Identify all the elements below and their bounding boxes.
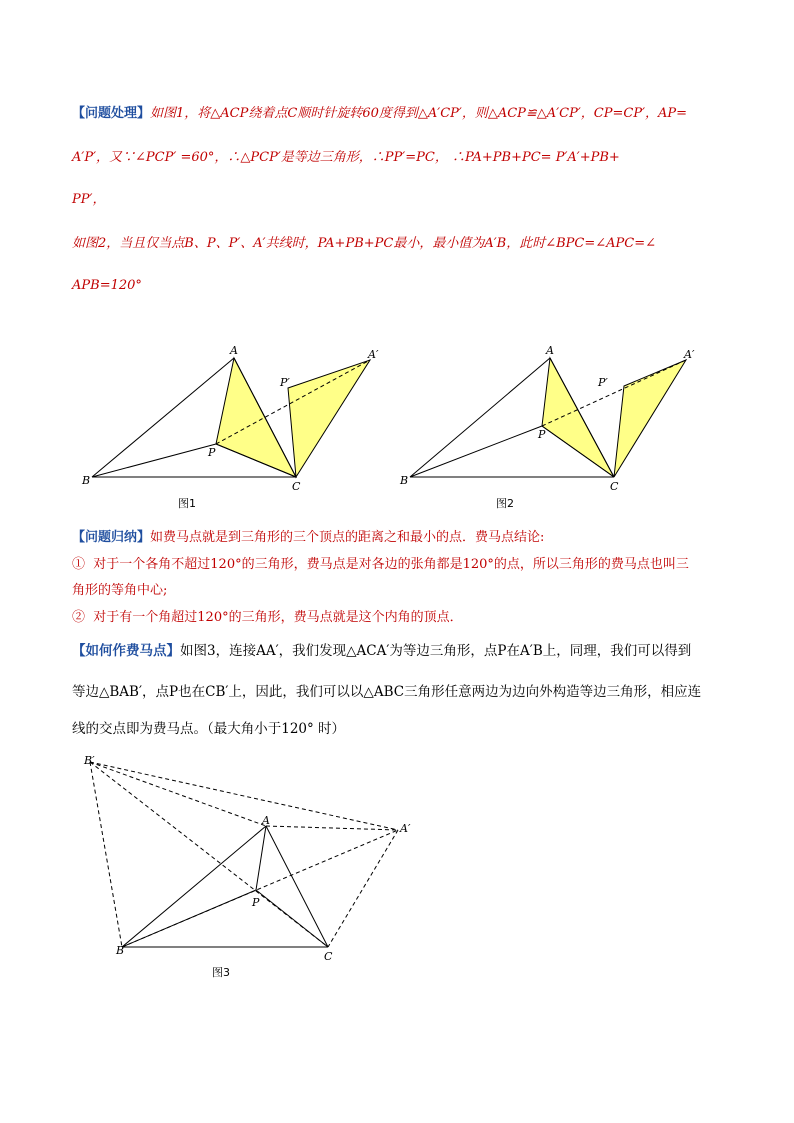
- item-2-text: 对于有一个角超过120°的三角形，费马点就是这个内角的顶点．: [93, 610, 463, 625]
- figure-2: [398, 340, 708, 500]
- process-line-2: A′P′，又∵∠PCP′ =60°，∴△PCP′是等边三角形，∴PP′=PC， ∴PA+PB+PC= P′A′+PB+: [72, 150, 620, 165]
- fig2-label-a1: A′: [684, 348, 695, 361]
- fig1-label-b: B: [82, 474, 91, 487]
- fig1-caption: 图1: [178, 497, 196, 510]
- fig2-label-a: A: [546, 344, 554, 357]
- process-text-1: 如图1，将△ACP绕着点C顺时针旋转60度得到△A′CP′，则△ACP≌△A′CP′，CP=CP′，AP=: [150, 106, 688, 121]
- construct-line-3: 线的交点即为费马点。（最大角小于120° 时）: [72, 721, 346, 737]
- construct-heading: 【如何作费马点】: [72, 643, 180, 659]
- construct-line-2: 等边△BAB′，点P也在CB′上，因此，我们可以以△ABC三角形任意两边为边向外构造等边三角形，相应连: [72, 684, 702, 700]
- fig3-label-b: B: [116, 944, 125, 957]
- fig1-label-p: P: [208, 446, 216, 459]
- fig1-label-p1: P′: [280, 376, 290, 389]
- fig3-label-p: P: [252, 896, 260, 909]
- summary-heading: 【问题归纳】: [72, 530, 151, 545]
- fig1-label-a: A: [230, 344, 238, 357]
- fig3-label-a: A: [262, 814, 270, 827]
- summary-item-1b: 角形的等角中心;: [72, 583, 168, 598]
- summary-line-1: [72, 530, 544, 546]
- fig2-caption: 图2: [496, 497, 514, 510]
- figure-1: [80, 340, 380, 500]
- process-heading: 【问题处理】: [72, 106, 151, 121]
- summary-text-1: 如费马点就是到三角形的三个顶点的距离之和最小的点．费马点结论:: [150, 530, 545, 545]
- summary-item-2: [72, 610, 463, 626]
- process-line-4: 如图2，当且仅当点B、P、P′、A′共线时，PA+PB+PC最小，最小值为A′B，此时∠BPC=∠APC=∠: [72, 236, 657, 251]
- fig3-caption: 图3: [212, 966, 230, 979]
- figure-3: [80, 752, 440, 972]
- construct-line-1: [72, 643, 691, 659]
- fig1-label-c: C: [292, 480, 301, 493]
- item-1-text: 对于一个各角不超过120°的三角形，费马点是对各边的张角都是120°的点，所以三角形的费马点也叫三: [93, 557, 689, 572]
- fig2-label-b: B: [400, 474, 409, 487]
- fig2-label-p1: P′: [598, 376, 608, 389]
- fig3-label-b1: B′: [84, 754, 95, 767]
- summary-item-1: [72, 557, 689, 573]
- fig3-label-c: C: [324, 950, 333, 963]
- fig1-label-a1: A′: [368, 348, 379, 361]
- fig2-label-c: C: [610, 480, 619, 493]
- fig2-triangle-a1p1c: [614, 360, 686, 477]
- fig1-triangle-a1p1c: [288, 360, 370, 477]
- process-line-1: [72, 106, 687, 122]
- item-1-marker: ①: [72, 557, 86, 572]
- fig3-label-a1: A′: [400, 822, 411, 835]
- process-line-3: PP′，: [72, 192, 106, 207]
- fig2-label-p: P: [538, 428, 546, 441]
- construct-text-1: 如图3，连接AA′，我们发现△ACA′为等边三角形，点P在A′B上，同理，我们可以得到: [180, 643, 692, 659]
- item-2-marker: ②: [72, 610, 86, 625]
- process-line-5: APB=120°: [72, 278, 142, 293]
